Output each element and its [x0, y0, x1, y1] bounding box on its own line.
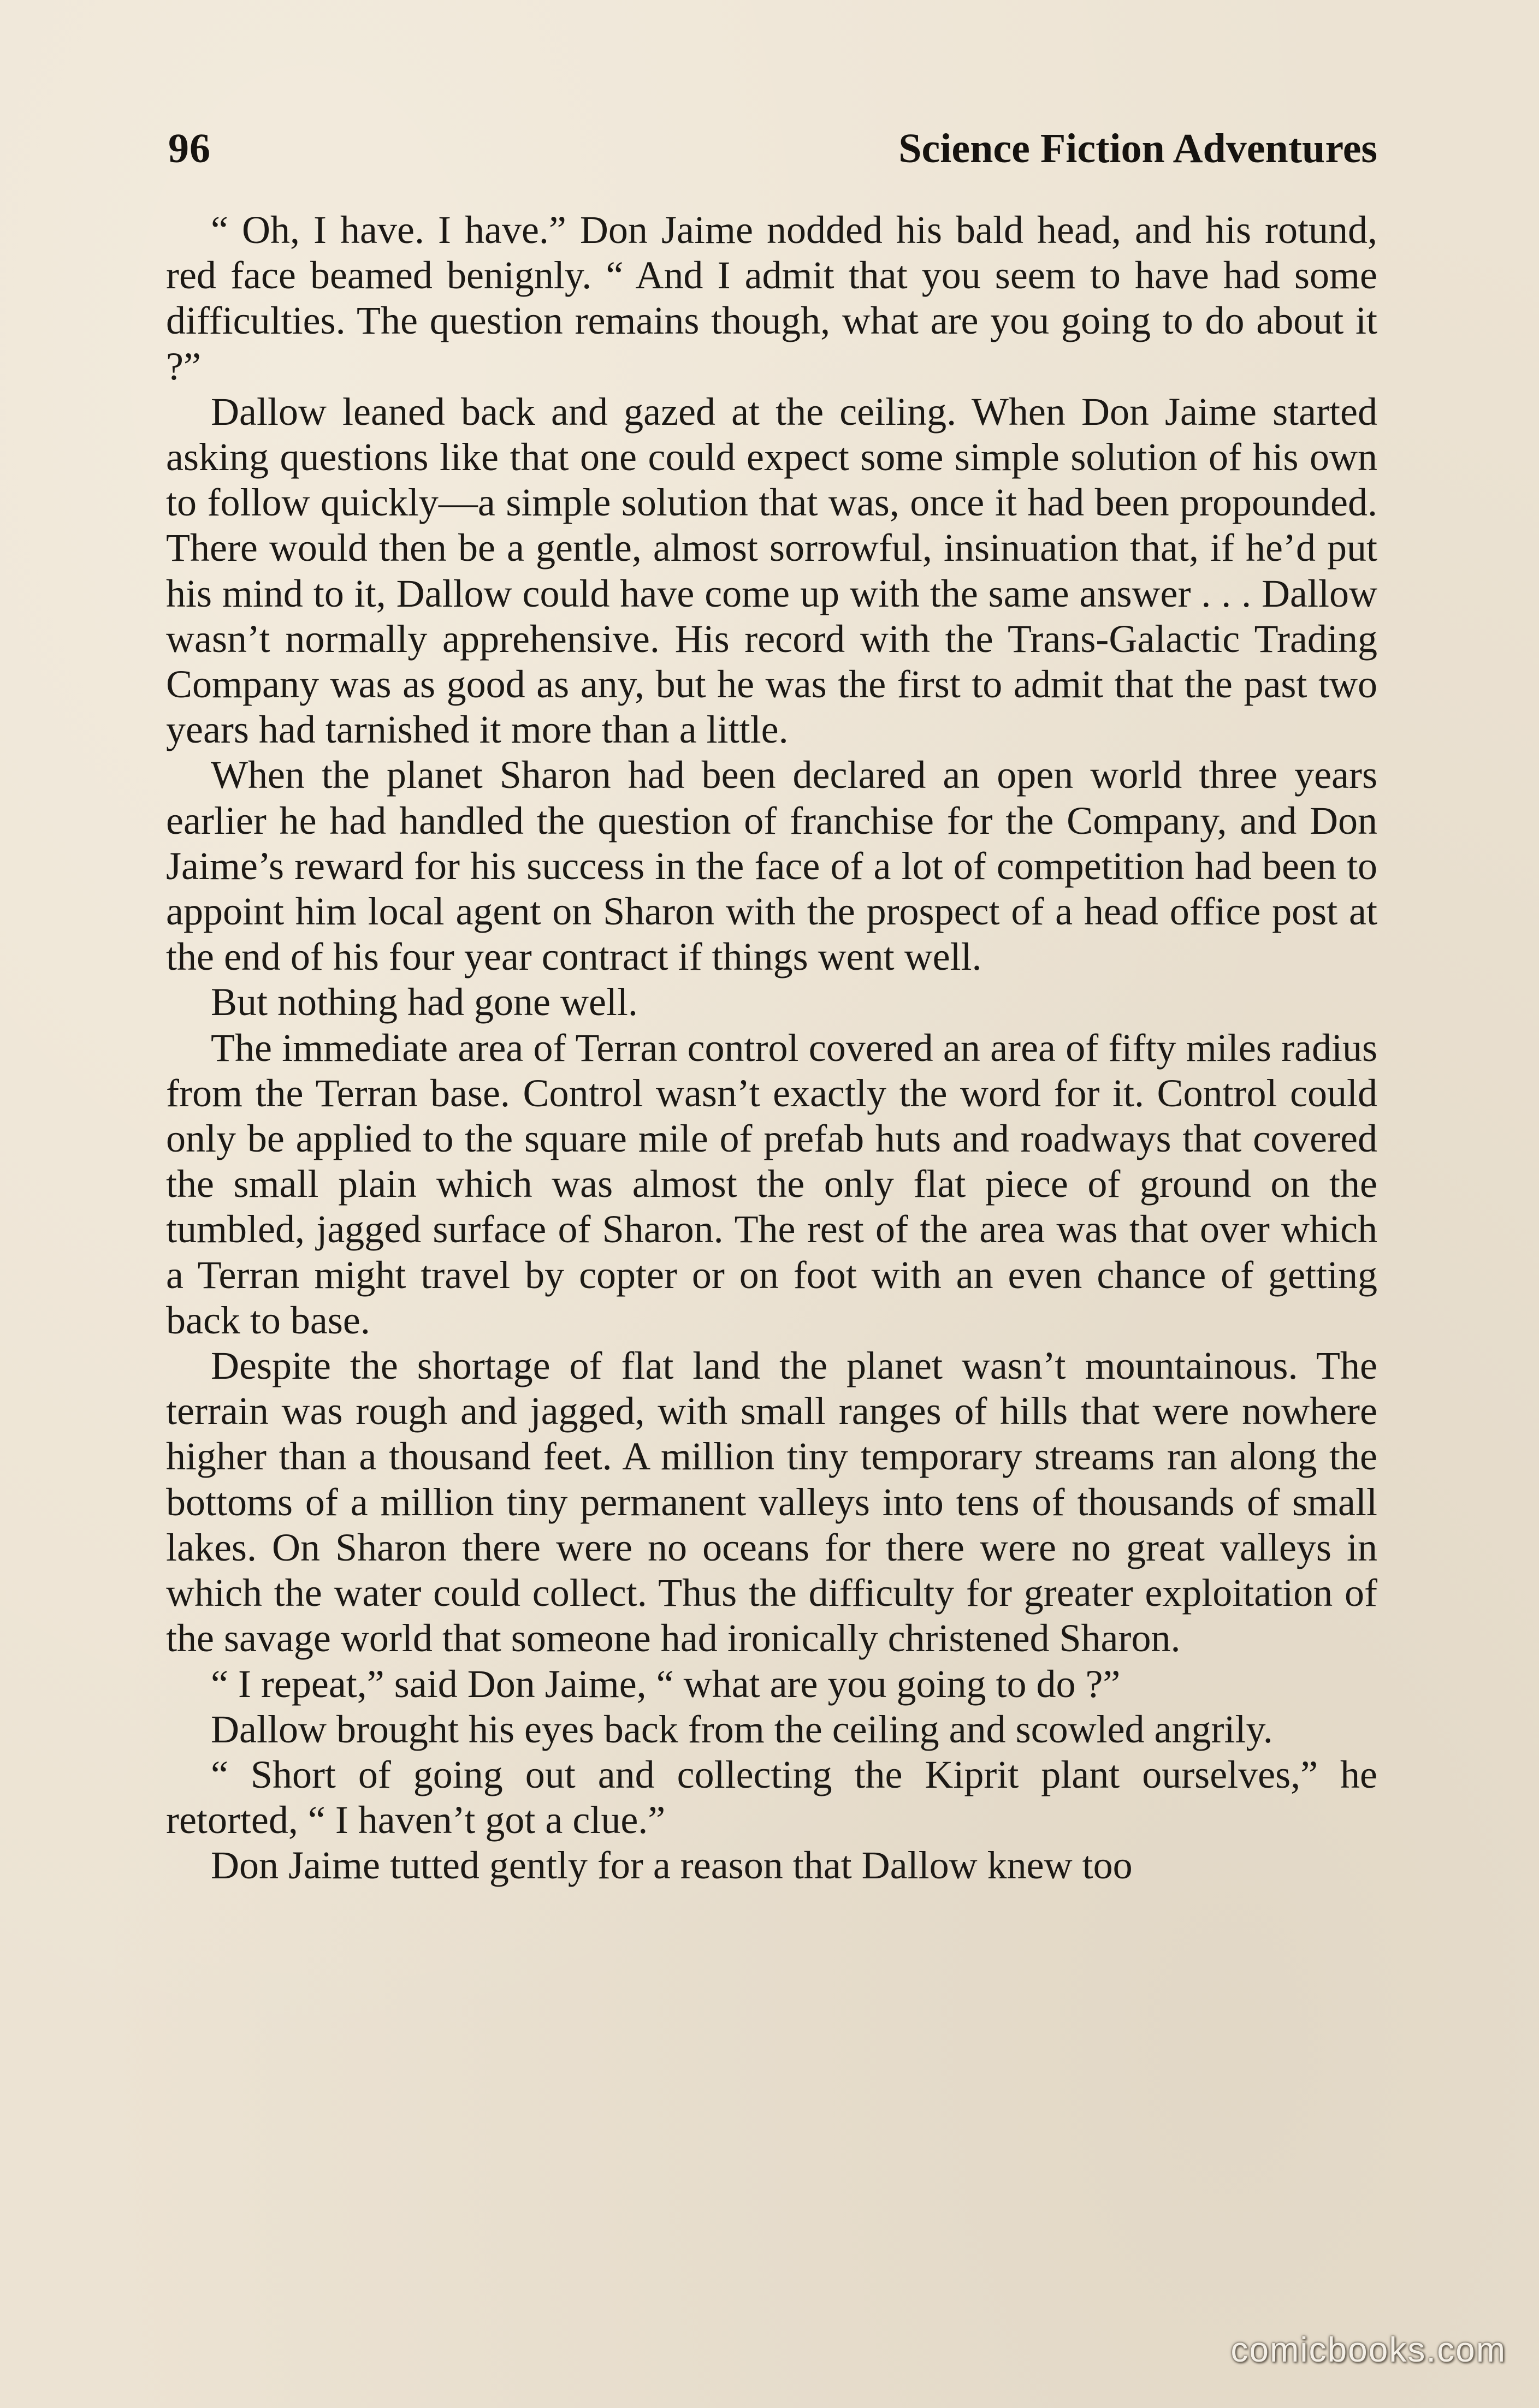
- watermark: comicbooks.com: [1230, 2330, 1506, 2369]
- paragraph: But nothing had gone well.: [211, 980, 638, 1024]
- paragraph: The immediate area of Terran control covered an area of fifty miles radius from the Terran base. Control wasn’t exactly the word for it. Control could only be applied to the square mile of prefab huts and roadways that covered the small plain which was almost the only flat piece of ground on the tumbled, jagged surface of Sharon. The rest of the area was that over which a Terran might travel by copter or on foot with an even chance of getting back to base.: [166, 1025, 1377, 1342]
- paragraph: Don Jaime tutted gently for a reason that Dallow knew too: [211, 1843, 1133, 1888]
- page-number: 96: [168, 126, 211, 171]
- story-text: [166, 207, 1377, 1889]
- paragraph: Despite the shortage of flat land the planet wasn’t mountainous. The terrain was rough and jagged, with small ranges of hills that were nowhere higher than a thousand feet. A million tiny temporary streams ran along the bottoms of a million tiny permanent valleys into tens of thousands of small lakes. On Sharon there were no oceans for there were no great valleys in which the water could collect. Thus the difficulty for greater exploitation of the savage world that someone had ironically christened Sharon.: [166, 1344, 1377, 1660]
- paragraph: “ Short of going out and collecting the Kiprit plant ourselves,” he retorted, “ I haven’t got a clue.”: [166, 1752, 1377, 1842]
- paragraph: When the planet Sharon had been declared an open world three years earlier he had handled the question of franchise for the Company, and Don Jaime’s reward for his success in the face of a lot of competition had been to appoint him local agent on Sharon with the prospect of a head office post at the end of his four year contract if things went well.: [166, 753, 1377, 979]
- paragraph: Dallow leaned back and gazed at the ceiling. When Don Jaime started asking questions like that one could expect some simple solution of his own to follow quickly—a simple solution that was, once it had been propounded. There would then be a gentle, almost sorrowful, insinuation that, if he’d put his mind to it, Dallow could have come up with the same answer . . . Dallow wasn’t normally apprehensive. His record with the Trans-Galactic Trading Company was as good as any, but he was the first to admit that the past two years had tarnished it more than a little.: [166, 389, 1377, 752]
- page-header: [168, 121, 1377, 176]
- paragraph: “ I repeat,” said Don Jaime, “ what are you going to do ?”: [211, 1662, 1121, 1706]
- paragraph: Dallow brought his eyes back from the ceiling and scowled angrily.: [211, 1707, 1273, 1751]
- running-title: Science Fiction Adventures: [898, 126, 1377, 171]
- paragraph: “ Oh, I have. I have.” Don Jaime nodded his bald head, and his rotund, red face beamed benignly. “ And I admit that you seem to have had some difficulties. The question remains though, what are you going to do about it ?”: [166, 208, 1377, 388]
